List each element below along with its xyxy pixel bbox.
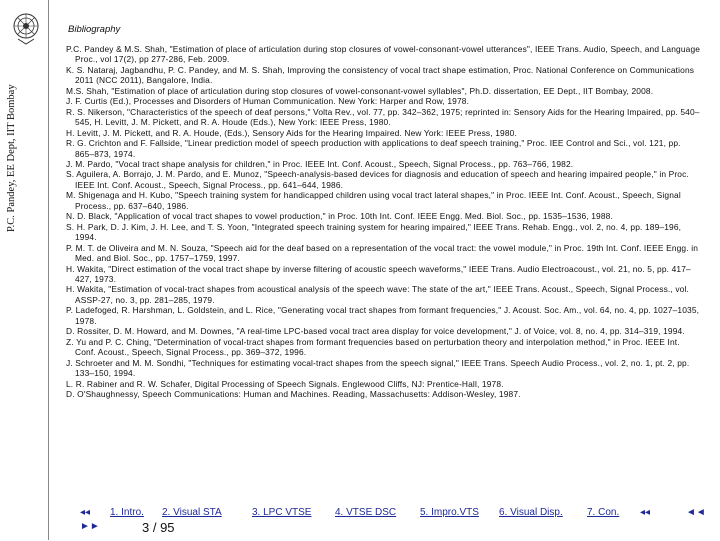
reference-item: J. Schroeter and M. M. Sondhi, "Techniques for estimating vocal-tract shapes from the speech signal," IEEE Trans. Speech Audio Process., vol. 2, no. 1, pt. 2, pp. 133–150, 1994. (66, 357, 690, 379)
nav-link-lpc-vtse[interactable]: 3. LPC VTSE (252, 507, 312, 518)
last-page-icon[interactable]: ◄◄ (686, 507, 706, 518)
page-number: 3 / 95 (142, 520, 175, 535)
reference-item: J. F. Curtis (Ed.), Processes and Disorders of Human Communication. New York: Harper and Row, 1978. (66, 96, 470, 107)
reference-item: D. Rossiter, D. M. Howard, and M. Downes, "A real-time LPC-based vocal tract area display for voice development," J. of Voice, vol. 8, no. 4, pp. 314–319, 1994. (66, 326, 685, 337)
reference-item: D. O'Shaughnessy, Speech Communications: Human and Machines. Reading, Massachusetts: Addison-Wesley, 1987. (66, 388, 521, 399)
nav-link-visual-disp[interactable]: 6. Visual Disp. (499, 507, 563, 518)
author-department-label: P.C. Pandey, EE Dept, IIT Bombay (6, 84, 17, 232)
reference-item: R. G. Crichton and F. Fallside, "Linear prediction model of speech production with applications to deaf speech training," Proc. IEE Control and Sci., vol. 121, pp. 865–873, 1974. (66, 138, 681, 159)
back-arrow-icon[interactable]: ◂◂ (80, 507, 91, 518)
reference-item: P.C. Pandey & M.S. Shah, "Estimation of place of articulation during stop closures of vowel-consonant-vowel utterances", IEEE Trans. Audio, Speech, and Language Proc., vol 17(2), pp 277-286, Feb. 2009. (66, 44, 701, 65)
reference-list (66, 44, 702, 399)
back-arrow-icon-2[interactable]: ◂◂ (640, 507, 651, 518)
reference-item: M. Shigenaga and H. Kubo, "Speech training system for handicapped children using vocal tract lateral shapes," in Proc. IEEE Int. Conf. Acoust., Speech, Signal Process., pp. 637–640, 1986. (66, 190, 681, 211)
reference-item: P. Ladefoged, R. Harshman, L. Goldstein, and L. Rice, "Generating vocal tract shapes from formant frequencies," J. Acoust. Soc. Am., vol. 64, no. 4, pp. 1027–1035, 1978. (66, 305, 700, 326)
reference-item: M.S. Shah, "Estimation of place of articulation during stop closures of vowel-consonant-vowel syllables", Ph.D. dissertation, EE Dept., IIT Bombay, 2008. (66, 85, 654, 96)
reference-item: H. Levitt, J. M. Pickett, and R. A. Houde, (Eds.), Sensory Aids for the Hearing Impaired. New York: IEEE Press, 1980. (66, 127, 517, 138)
reference-item: H. Wakita, "Estimation of vocal-tract shapes from acoustical analysis of the speech wave: The state of the art," IEEE Trans. Acoust., Speech, Signal Process., vol. ASSP-27, no. 3, pp. 281–285, 1979. (66, 284, 689, 305)
reference-item: H. Wakita, "Direct estimation of the vocal tract shape by inverse filtering of acoustic speech waveforms," IEEE Trans. Audio Electroacoust., vol. 21, no. 5, pp. 417–427, 1973. (66, 263, 691, 284)
nav-link-visual-sta[interactable]: 2. Visual STA (162, 507, 222, 518)
reference-item: N. D. Black, "Application of vocal tract shapes to vowel production," in Proc. 10th Int. Conf. IEEE Engg. Med. Biol. Soc., pp. 1535–1536, 1988. (66, 211, 613, 222)
sidebar-divider (48, 0, 49, 540)
reference-item: S. H. Park, D. J. Kim, J. H. Lee, and T. S. Yoon, "Integrated speech training system for hearing impaired," IEEE Trans. Rehab. Engg., vol. 2, no. 4, pp. 189–196, 1994. (66, 221, 682, 243)
reference-item: R. S. Nikerson, "Characteristics of the speech of deaf persons," Volta Rev., vol. 77, pp. 342–362, 1975; reprinted in: Sensory Aids for the Hearing Impaired, pp. 540–545, H. Levitt, J. M. Pickett, and R. A. Houde (Eds.), New York: IEEE Press, 1980. (66, 106, 700, 128)
reference-item: J. M. Pardo, "Vocal tract shape analysis for children," in Proc. IEEE Int. Conf. Acoust., Speech, Signal Process., pp. 763–766, 1982. (66, 158, 574, 169)
reference-item: P. M. T. de Oliveira and M. N. Souza, "Speech aid for the deaf based on a representation of the vocal tract: the vowel module," in Proc. 19th Int. Conf. IEEE Engg. in Med. and Biol. Soc., pp. 1757–1759, 1997. (66, 242, 699, 264)
nav-link-impro-vts[interactable]: 5. Impro.VTS (420, 507, 479, 518)
reference-item: S. Aguilera, A. Borrajo, J. M. Pardo, and E. Munoz, "Speech-analysis-based devices for diagnosis and education of speech and hearing impaired people," in Proc. IEEE Int. Conf. Acoust., Speech, Signal Process., pp. 641–644, 1986. (66, 169, 689, 190)
nav-link-intro[interactable]: 1. Intro. (110, 507, 144, 518)
reference-item: K. S. Nataraj, Jagbandhu, P. C. Pandey, and M. S. Shah, Improving the consistency of vocal tract shape estimation, Proc. National Conference on Communications 2011 (NCC 2011), Bangalore, India. (66, 64, 695, 86)
page-title: Bibliography (68, 24, 121, 35)
nav-link-vtse-dsc[interactable]: 4. VTSE DSC (335, 507, 397, 518)
next-page-icon[interactable]: ►► (80, 521, 100, 532)
navigation-bar (0, 505, 720, 541)
sidebar (0, 0, 48, 540)
reference-item: L. R. Rabiner and R. W. Schafer, Digital Processing of Speech Signals. Englewood Cliffs, NJ: Prentice-Hall, 1978. (66, 378, 504, 389)
reference-item: Z. Yu and P. C. Ching, "Determination of vocal-tract shapes from formant frequencies based on perturbation theory and interpolation method," in Proc. IEEE Int. Conf. Acoust., Speech, Signal Process., pp. 369–372, 1996. (66, 336, 680, 358)
nav-link-conclusion[interactable]: 7. Con. (587, 507, 620, 518)
